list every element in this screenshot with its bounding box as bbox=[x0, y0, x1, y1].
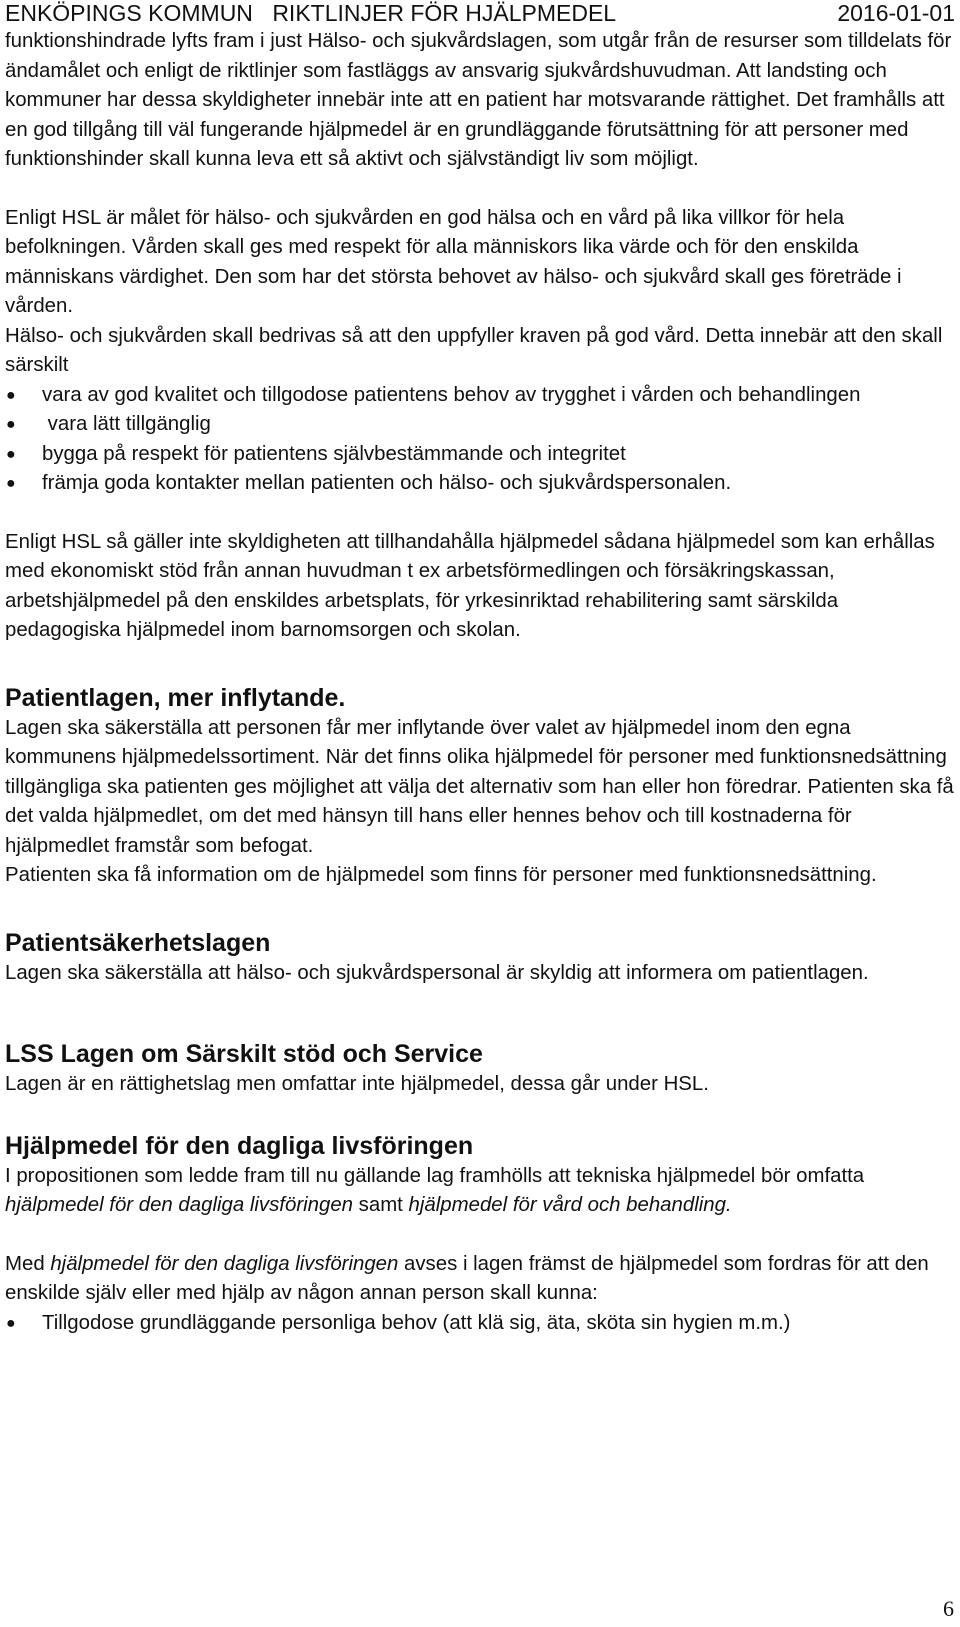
needs-list bbox=[5, 1309, 955, 1339]
bullet-icon: ● bbox=[6, 386, 16, 404]
patientlagen-paragraph-2: Patienten ska få information om de hjälpmedel som finns för personer med funktionsnedsättning. bbox=[5, 864, 877, 886]
patientsakerhet-paragraph: Lagen ska säkerställa att hälso- och sjukvårdspersonal är skyldig att informera om patientlagen. bbox=[5, 961, 869, 984]
header-org: ENKÖPINGS KOMMUN bbox=[5, 0, 253, 26]
bullet-icon: ● bbox=[6, 416, 16, 433]
page-header bbox=[5, 0, 955, 27]
dagliga-paragraph-1: I propositionen som ledde fram till nu gällande lag framhölls att tekniska hjälpmedel bör omfatta hjälpmedel för den dagliga livsföringen samt hjälpmedel för vård och behandling. bbox=[5, 1164, 865, 1216]
list-item: ● vara lätt tillgänglig bbox=[5, 410, 955, 440]
list-item: ● Tillgodose grundläggande personliga behov (att klä sig, äta, sköta sin hygien m.m.) bbox=[5, 1309, 955, 1339]
document-page bbox=[5, 0, 955, 1338]
intro-paragraph-2: Enligt HSL är målet för hälso- och sjukvården en god hälsa och en vård på lika villkor för hela befolkningen. Vården skall ges med respekt för alla människors lika värde och för den enskilda människans värdighet. Den som har det största behovet av hälso- och sjukvård skall ges företräde i vården. bbox=[5, 206, 902, 317]
heading-lss: LSS Lagen om Särskilt stöd och Service bbox=[5, 1040, 483, 1068]
list-item: ● vara av god kvalitet och tillgodose patientens behov av trygghet i vården och behandlingen bbox=[5, 381, 955, 411]
bullet-icon: ● bbox=[6, 475, 16, 492]
page-number: 6 bbox=[943, 1596, 954, 1621]
lss-paragraph: Lagen är en rättighetslag men omfattar inte hjälpmedel, dessa går under HSL. bbox=[5, 1073, 709, 1095]
header-title: RIKTLINJER FÖR HJÄLPMEDEL bbox=[272, 0, 617, 26]
intro-paragraph-1: funktionshindrade lyfts fram i just Hälso- och sjukvårdslagen, som utgår från de resurser som tilldelats för ändamålet och enligt de riktlinjer som fastläggs av ansvarig sjukvårdshuvudman. Att landsting och kommuner har dessa skyldigheter innebär inte att en patient har motsvarande rättighet. Det framhålls att en god tillgång till väl fungerande hjälpmedel är en grundläggande förutsättning för att personer med funktionshinder skall kunna leva ett så aktivt och självständigt liv som möjligt. bbox=[5, 30, 952, 170]
intro-paragraph-4: Enligt HSL så gäller inte skyldigheten att tillhandahålla hjälpmedel sådana hjälpmedel som kan erhållas med ekonomiskt stöd från annan huvudman t ex arbetsförmedlingen och försäkringskassan, arbetshjälpmedel på den enskildes arbetsplats, för yrkesinriktad rehabilitering samt särskilda pedagogiska hjälpmedel inom barnomsorgen och skolan. bbox=[5, 530, 935, 641]
heading-dagliga-livsforingen: Hjälpmedel för den dagliga livsföringen bbox=[5, 1131, 474, 1160]
quality-list bbox=[5, 381, 955, 499]
header-date: 2016-01-01 bbox=[837, 0, 955, 26]
intro-paragraph-3: Hälso- och sjukvården skall bedrivas så att den uppfyller kraven på god vård. Detta innebär att den skall särskilt bbox=[5, 324, 943, 376]
dagliga-paragraph-2: Med hjälpmedel för den dagliga livsföringen avses i lagen främst de hjälpmedel som fordras för att den enskilde själv eller med hjälp av någon annan person skall kunna: bbox=[5, 1252, 929, 1304]
heading-patientlagen: Patientlagen, mer inflytande. bbox=[5, 683, 346, 712]
list-item: ● bygga på respekt för patientens självbestämmande och integritet bbox=[5, 440, 955, 470]
patientlagen-paragraph-1: Lagen ska säkerställa att personen får mer inflytande över valet av hjälpmedel inom den egna kommunens hjälpmedelssortiment. När det finns olika hjälpmedel för personer med funktionsnedsättning tillgängliga ska patienten ges möjlighet att välja det alternativ som han eller hon föredrar. Patienten ska få det valda hjälpmedlet, om det med hänsyn till hans eller hennes behov och till kostnaderna för hjälpmedlet framstår som befogat. bbox=[5, 716, 954, 857]
bullet-icon: ● bbox=[6, 1314, 16, 1332]
heading-patientsakerhetslagen: Patientsäkerhetslagen bbox=[5, 928, 271, 957]
list-item: ● främja goda kontakter mellan patienten och hälso- och sjukvårdspersonalen. bbox=[5, 469, 955, 499]
bullet-icon: ● bbox=[6, 445, 16, 463]
